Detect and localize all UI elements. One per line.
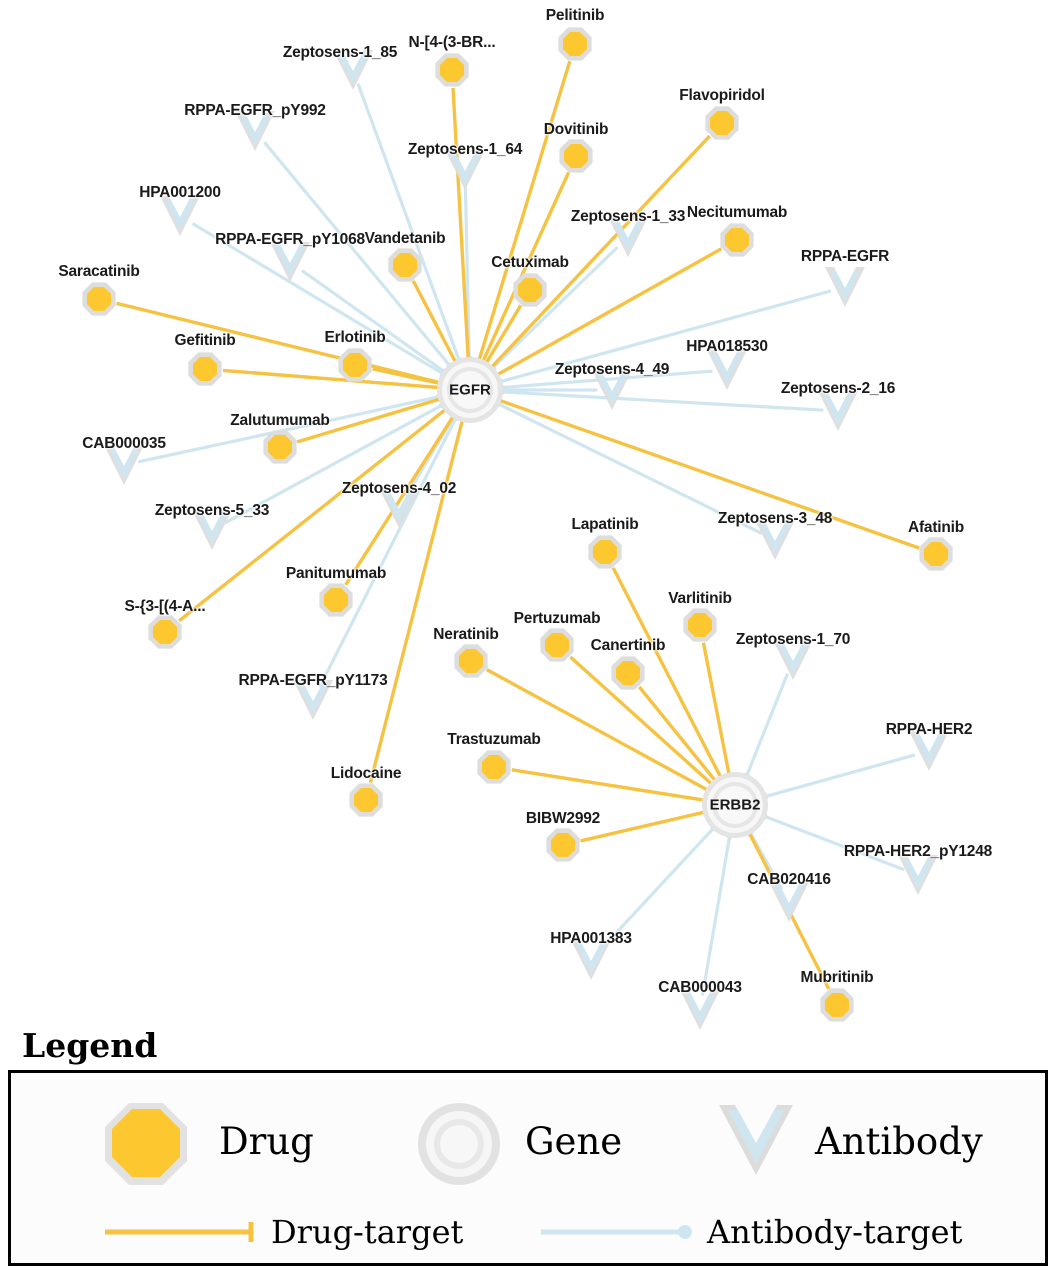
antibody-label-19: HPA001383 [550,930,632,947]
drug-label-16: Pertuzumab [513,610,601,627]
drug-label-22: Mubritinib [800,969,874,986]
antibody-label-4: Zeptosens-1_33 [570,208,686,225]
drug-label-18: Canertinib [590,637,666,654]
legend-item-drug [101,1095,314,1187]
drug-label-21: BIBW2992 [525,810,601,827]
antibody-label-9: Zeptosens-2_16 [780,380,896,397]
antibody-label-3: HPA001200 [139,184,221,201]
gene-label-egfr: EGFR [449,381,491,399]
drug-label-15: S-{3-[(4-A... [124,598,206,615]
antibody-label-14: Zeptosens-1_70 [735,631,851,648]
legend-label-antibody-target: Antibody-target [707,1213,963,1251]
drug-label-9: Erlotinib [324,329,386,346]
drug-label-14: Panitumumab [285,565,387,582]
antibody-label-8: Zeptosens-4_49 [554,361,670,378]
antibody-label-11: Zeptosens-4_02 [341,480,457,497]
antibody-icon [711,1095,801,1187]
drug-label-0: Pelitinib [545,7,605,24]
legend-item-antibody [711,1095,983,1187]
legend-box [8,1070,1048,1266]
drug-label-4: Necitumumab [686,204,788,221]
antibody-label-15: RPPA-EGFR_pY1173 [238,672,388,689]
drug-label-6: Cetuximab [491,254,569,271]
legend-item-gene [411,1095,622,1187]
drug-target-edge-icon [103,1219,263,1245]
antibody-label-7: HPA018530 [686,338,768,355]
antibody-label-0: Zeptosens-1_85 [282,44,398,61]
drug-label-10: Zalutumumab [230,412,330,429]
drug-label-17: Neratinib [433,626,499,643]
antibody-label-6: RPPA-EGFR [800,248,890,265]
drug-label-12: Lapatinib [571,516,639,533]
antibody-label-1: RPPA-EGFR_pY992 [184,102,326,119]
antibody-target-edge-icon [539,1219,699,1245]
drug-label-1: N-[4-(3-BR... [408,34,496,51]
drug-label-7: Saracatinib [58,263,140,280]
drug-label-3: Dovitinib [543,121,609,138]
antibody-label-17: RPPA-HER2_pY1248 [843,843,993,860]
antibody-label-20: CAB000043 [658,979,742,996]
antibody-label-13: Zeptosens-3_48 [717,510,833,527]
legend-label-drug-target: Drug-target [271,1213,464,1251]
antibody-label-5: RPPA-EGFR_pY1068 [215,231,365,248]
drug-label-20: Lidocaine [330,765,402,782]
legend-label-drug: Drug [219,1119,314,1163]
legend-label-gene: Gene [525,1119,623,1163]
drug-label-2: Flavopiridol [679,87,765,104]
drug-icon [101,1095,201,1187]
legend-title: Legend [22,1026,158,1065]
gene-label-erbb2: ERBB2 [709,796,761,814]
drug-label-13: Varlitinib [668,590,732,607]
gene-icon [411,1095,507,1187]
antibody-label-10: CAB000035 [82,435,166,452]
legend-label-antibody: Antibody [815,1119,983,1163]
antibody-label-16: RPPA-HER2 [885,721,973,738]
drug-label-19: Trastuzumab [447,731,541,748]
antibody-label-18: CAB020416 [747,871,831,888]
drug-label-8: Gefitinib [174,332,236,349]
legend-section [0,1026,1059,1280]
antibody-label-12: Zeptosens-5_33 [154,502,270,519]
antibody-label-2: Zeptosens-1_64 [407,141,523,158]
legend-edge-drug-target [103,1213,463,1251]
legend-edge-antibody-target [539,1213,962,1251]
drug-label-11: Afatinib [907,519,965,536]
drug-label-5: Vandetanib [364,230,446,247]
